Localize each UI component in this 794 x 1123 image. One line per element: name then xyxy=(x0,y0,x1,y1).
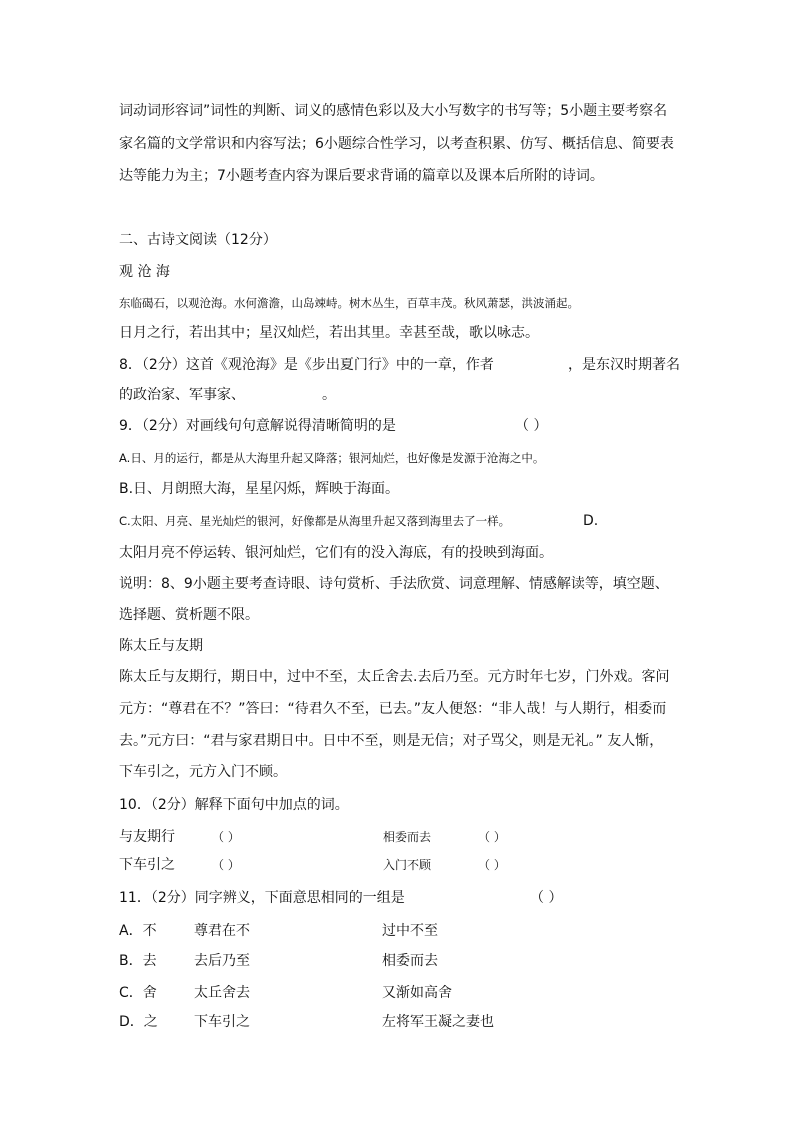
q10-paren-1: （ ） xyxy=(212,830,240,844)
question-9-option-a: A.日、月的运行，都是从大海里升起又降落；银河灿烂，也好像是发源于沧海之中。 xyxy=(119,451,545,465)
q10-phrase-2: 相委而去 xyxy=(383,830,432,844)
q10-phrase-3: 下车引之 xyxy=(119,857,175,873)
question-9: 9．（2分）对画线句句意解说得清晰简明的是 xyxy=(119,418,396,434)
q10-paren-3: （ ） xyxy=(212,858,240,872)
q11-option-a-left: 尊君在不 xyxy=(194,923,250,939)
question-9-option-b: B.日、月朗照大海，星星闪烁，辉映于海面。 xyxy=(119,481,400,497)
note-line-1: 说明：8、9小题主要考查诗眼、诗句赏析、手法欣赏、词意理解、情感解读等，填空题、 xyxy=(119,576,669,592)
q11-option-c-left: 太丘舍去 xyxy=(194,985,250,1001)
q11-option-b-label: B．去 xyxy=(119,953,157,969)
question-9-option-d-text: 太阳月亮不停运转、银河灿烂，它们有的没入海底，有的投映到海面。 xyxy=(119,545,553,561)
question-8-part-2: ，是东汉时期著名 xyxy=(568,357,680,373)
prose-line-4: 下车引之，元方入门不顾。 xyxy=(119,764,287,780)
question-9-option-d-label: D. xyxy=(583,513,599,529)
intro-line-3: 达等能力为主；7小题考查内容为课后要求背诵的篇章以及课本后所附的诗词。 xyxy=(119,168,604,184)
question-8-part-1: 8．（2分）这首《观沧海》是《步出夏门行》中的一章，作者 xyxy=(119,357,494,373)
q11-option-a-label: A．不 xyxy=(119,923,157,939)
q10-paren-4: （ ） xyxy=(478,858,506,872)
q11-option-b-right: 相委而去 xyxy=(382,953,438,969)
intro-line-2: 家名篇的文学常识和内容写法；6小题综合性学习，以考查积累、仿写、概括信息、简要表 xyxy=(119,136,674,152)
q11-option-d-label: D．之 xyxy=(119,1014,158,1030)
question-10: 10．（2分）解释下面句中加点的词。 xyxy=(119,797,349,813)
q11-option-a-right: 过中不至 xyxy=(382,923,438,939)
prose-title: 陈太丘与友期 xyxy=(119,638,203,654)
prose-line-1: 陈太丘与友期行，期日中，过中不至，太丘舍去.去后乃至。元方时年七岁，门外戏。客问 xyxy=(119,669,670,685)
q10-paren-2: （ ） xyxy=(478,830,506,844)
note-line-2: 选择题、赏析题不限。 xyxy=(119,607,259,623)
question-11-answer-paren: （ ） xyxy=(530,890,563,906)
q10-phrase-4: 入门不顾 xyxy=(383,858,432,872)
poem-title: 观 沧 海 xyxy=(119,264,170,280)
q11-option-d-right: 左将军王凝之妻也 xyxy=(382,1014,494,1030)
question-9-option-c: C.太阳、月亮、星光灿烂的银河，好像都是从海里升起又落到海里去了一样。 xyxy=(119,514,511,528)
q10-phrase-1: 与友期行 xyxy=(119,829,175,845)
section-heading: 二、古诗文阅读（12分） xyxy=(119,232,277,248)
q11-option-c-right: 又渐如高舍 xyxy=(382,985,452,1001)
question-8-part-3: 的政治家、军事家、 xyxy=(119,387,245,403)
question-11: 11．（2分）同字辨义，下面意思相同的一组是 xyxy=(119,890,405,906)
poem-line-2: 日月之行，若出其中；星汉灿烂，若出其里。幸甚至哉，歌以咏志。 xyxy=(119,325,539,341)
prose-line-3: 去。”元方曰：“君与家君期日中。日中不至，则是无信；对子骂父，则是无礼。” 友人惭， xyxy=(119,733,664,749)
question-9-answer-paren: （ ） xyxy=(515,418,548,434)
prose-line-2: 元方：“尊君在不？”答曰：“待君久不至，已去。”友人便怒：“非人哉！与人期行，相委而 xyxy=(119,701,667,717)
question-8-part-4: 。 xyxy=(322,387,336,403)
intro-line-1: 词动词形容词”词性的判断、词义的感情色彩以及大小写数字的书写等；5小题主要考察名 xyxy=(119,103,668,119)
q11-option-b-left: 去后乃至 xyxy=(194,953,250,969)
poem-line-1: 东临碣石，以观沧海。水何澹澹，山岛竦峙。树木丛生，百草丰茂。秋风萧瑟，洪波涌起。 xyxy=(119,296,579,310)
q11-option-c-label: C．舍 xyxy=(119,985,157,1001)
q11-option-d-left: 下车引之 xyxy=(194,1014,250,1030)
